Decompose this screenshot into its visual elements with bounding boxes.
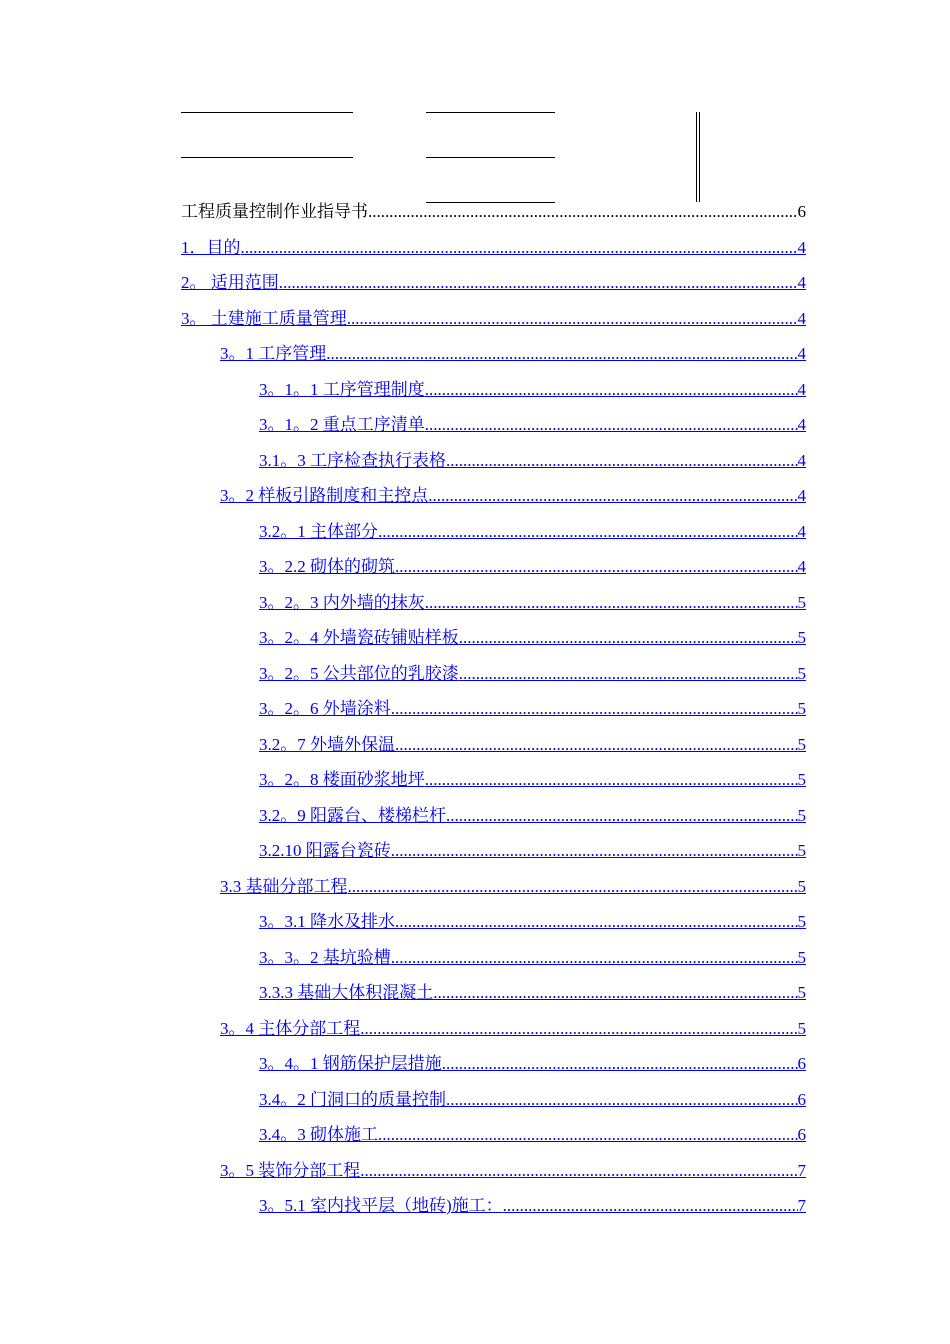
toc-entry-title-text: 3。2。6 外墙涂料 — [259, 699, 391, 718]
toc-entry-title-text: 3。2 样板引路制度和主控点 — [220, 486, 429, 505]
toc-page-number: 5 — [797, 841, 806, 860]
toc-entry-title-text: 3。3。2 基坑验槽 — [259, 947, 391, 967]
toc-dot-leader — [459, 627, 798, 649]
toc-entry-title-text: 工程质量控制作业指导书 — [181, 202, 368, 221]
toc-page-number: 5 — [797, 628, 806, 647]
toc-dot-leader — [446, 450, 798, 472]
toc-entry-link[interactable] — [259, 1089, 806, 1111]
toc-entry-link[interactable] — [259, 450, 806, 472]
form-blank-line — [181, 112, 353, 113]
toc-entry-link[interactable] — [259, 556, 806, 578]
toc-entry-link[interactable] — [220, 343, 806, 365]
toc-entry-title-text: 3.2。9 阳露台、楼梯栏杆 — [259, 805, 446, 825]
form-double-rule — [699, 112, 700, 202]
toc-dot-leader — [360, 1018, 797, 1040]
toc-entry-link[interactable] — [259, 1195, 806, 1217]
toc-dot-leader — [360, 1160, 797, 1182]
toc-entry-link[interactable] — [220, 1160, 806, 1182]
toc-page-number: 5 — [797, 805, 806, 825]
toc-dot-leader — [428, 485, 797, 507]
toc-entry-link[interactable] — [259, 805, 806, 827]
toc-page-number: 5 — [797, 1018, 806, 1038]
toc-dot-leader — [347, 308, 798, 330]
toc-entry-title-text: 3。2。8 楼面砂浆地坪 — [259, 770, 425, 789]
toc-entry-title-text: 2。 适用范围 — [181, 273, 279, 292]
toc-dot-leader — [348, 876, 798, 898]
toc-page-number: 6 — [797, 1089, 806, 1109]
toc-dot-leader — [395, 734, 798, 756]
toc-page-number: 5 — [797, 663, 806, 683]
toc-entry-link[interactable] — [220, 876, 806, 898]
form-blank-line — [181, 157, 353, 158]
toc-entry-title-text: 1．目的 — [181, 237, 241, 257]
toc-dot-leader — [395, 911, 798, 933]
toc-page-number: 6 — [797, 1125, 806, 1144]
toc-page-number: 5 — [797, 876, 806, 896]
toc-page-number: 6 — [797, 202, 806, 221]
toc-dot-leader — [425, 769, 798, 791]
toc-dot-leader — [326, 343, 797, 365]
toc-page-number: 5 — [797, 734, 806, 754]
toc-page-number: 5 — [797, 912, 806, 931]
toc-page-number: 7 — [797, 1196, 806, 1215]
toc-page-number: 4 — [797, 308, 806, 328]
toc-entry-link[interactable] — [181, 237, 806, 259]
toc-dot-leader — [391, 947, 798, 969]
toc-dot-leader — [378, 521, 798, 543]
toc-page-number: 5 — [797, 983, 806, 1002]
toc-page-number: 5 — [797, 592, 806, 612]
toc-entry-title-text: 3。1。2 重点工序清单 — [259, 415, 425, 434]
toc-entry-title-text: 3。1 工序管理 — [220, 344, 327, 363]
toc-page-number: 4 — [797, 415, 806, 434]
toc-entry-title-text: 3。2。5 公共部位的乳胶漆 — [259, 663, 459, 683]
toc-dot-leader — [446, 1089, 798, 1111]
toc-page-number: 4 — [797, 237, 806, 257]
toc-entry-title-text: 3。 土建施工质量管理 — [181, 308, 347, 328]
toc-entry-title-text: 3.4。3 砌体施工 — [259, 1125, 378, 1144]
toc-page-number: 6 — [797, 1054, 806, 1073]
toc-page-number: 4 — [797, 557, 806, 576]
toc-page-number: 4 — [797, 521, 806, 541]
toc-dot-leader — [433, 982, 797, 1004]
form-blank-line — [426, 157, 555, 158]
toc-entry-link[interactable] — [259, 982, 806, 1004]
toc-entry-link[interactable] — [259, 627, 806, 649]
toc-page-number: 4 — [797, 273, 806, 292]
form-double-rule — [696, 112, 697, 202]
toc-entry-title-text: 3.2。1 主体部分 — [259, 521, 378, 541]
toc-dot-leader — [279, 272, 798, 294]
toc-entry-link[interactable] — [259, 379, 806, 401]
toc-entry-title-text: 3。2。4 外墙瓷砖铺贴样板 — [259, 628, 459, 647]
toc-dot-leader — [391, 840, 798, 862]
toc-entry-link[interactable] — [259, 769, 806, 791]
toc-entry-title-text: 3。2.2 砌体的砌筑 — [259, 557, 395, 576]
toc-entry-link[interactable] — [259, 663, 806, 685]
toc-entry-title-text: 3.4。2 门洞口的质量控制 — [259, 1089, 446, 1109]
toc-dot-leader — [391, 698, 798, 720]
toc-entry-title-text: 3.1。3 工序检查执行表格 — [259, 450, 446, 470]
toc-page-number: 5 — [797, 699, 806, 718]
toc-page-number: 4 — [797, 450, 806, 470]
toc-dot-leader — [459, 663, 798, 685]
toc-dot-leader — [425, 379, 798, 401]
form-blank-line — [426, 112, 555, 113]
toc-dot-leader — [446, 805, 798, 827]
toc-dot-leader — [368, 201, 798, 223]
toc-entry-link[interactable] — [181, 272, 806, 294]
toc-entry-link[interactable] — [259, 521, 806, 543]
toc-entry-title-text: 3。5.1 室内找平层（地砖)施工： — [259, 1196, 503, 1215]
toc-page-number: 5 — [797, 770, 806, 789]
toc-entry-link[interactable] — [181, 308, 806, 330]
toc-page-number: 4 — [797, 379, 806, 399]
toc-entry-link[interactable] — [259, 1124, 806, 1146]
toc-page-number: 4 — [797, 486, 806, 505]
toc-entry-title-text: 3。3.1 降水及排水 — [259, 912, 395, 931]
toc-entry-title-text: 3.3.3 基础大体积混凝土 — [259, 983, 434, 1002]
toc-entry-link[interactable] — [259, 1053, 806, 1075]
toc-page-number: 4 — [797, 344, 806, 363]
toc-entry-title-text: 3.2。7 外墙外保温 — [259, 734, 395, 754]
toc-entry-title-text: 3。2。3 内外墙的抹灰 — [259, 592, 425, 612]
toc-entry-title-text: 3。1。1 工序管理制度 — [259, 379, 425, 399]
toc-entry-title-text: 3。5 装饰分部工程 — [220, 1160, 361, 1180]
toc-entry-title-text: 3.2.10 阳露台瓷砖 — [259, 841, 391, 860]
toc-entry-link[interactable] — [259, 592, 806, 614]
toc-entry-link[interactable] — [220, 485, 806, 507]
toc-dot-leader — [395, 556, 798, 578]
toc-entry-link[interactable] — [259, 414, 806, 436]
toc-entry-title — [181, 201, 806, 223]
toc-entry-link[interactable] — [220, 1018, 806, 1040]
toc-dot-leader — [442, 1053, 798, 1075]
toc-dot-leader — [241, 237, 798, 259]
toc-entry-link[interactable] — [259, 698, 806, 720]
toc-entry-link[interactable] — [259, 911, 806, 933]
toc-entry-title-text: 3.3 基础分部工程 — [220, 876, 348, 896]
toc-page-number: 5 — [797, 947, 806, 967]
toc-dot-leader — [425, 592, 798, 614]
toc-page-number: 7 — [797, 1160, 806, 1180]
toc-entry-link[interactable] — [259, 947, 806, 969]
toc-entry-title-text: 3。4 主体分部工程 — [220, 1018, 361, 1038]
toc-dot-leader — [425, 414, 798, 436]
toc-entry-title-text: 3。4。1 钢筋保护层措施 — [259, 1054, 442, 1073]
toc-dot-leader — [503, 1195, 798, 1217]
toc-entry-link[interactable] — [259, 734, 806, 756]
toc-entry-link[interactable] — [259, 840, 806, 862]
toc-dot-leader — [378, 1124, 798, 1146]
